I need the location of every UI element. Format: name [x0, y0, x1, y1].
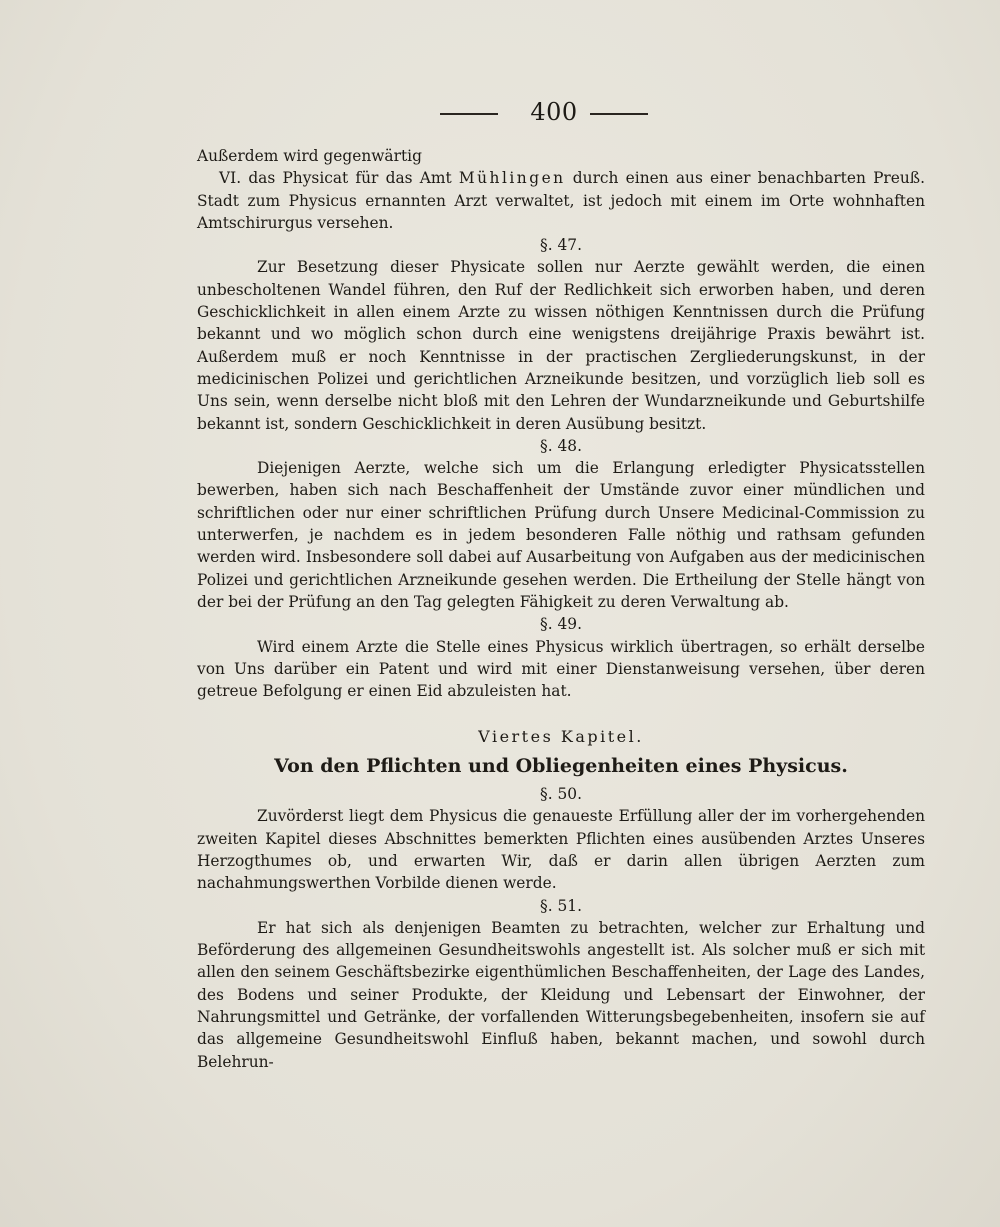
header-rule-right: [590, 113, 648, 115]
chapter-title: Von den Pflichten und Obliegenheiten eines Physicus.: [274, 754, 848, 777]
section-heading-51: §. 51.: [540, 896, 582, 915]
intro-item: [197, 167, 925, 234]
page-header: [440, 98, 650, 128]
section-heading-47: §. 47.: [540, 236, 582, 255]
intro-line: Außerdem wird gegenwärtig: [197, 147, 422, 165]
section-heading-50: §. 50.: [540, 785, 582, 804]
header-rule-left: [440, 113, 498, 115]
page-body: [197, 145, 925, 1073]
item-text-after: durch einen aus einer benachbarten Preuß. Stadt zum Physicus ernannten Arzt verwaltet, ist jedoch mit einem im Orte wohnhaften Amtschirurgus versehen.: [197, 169, 925, 232]
section-heading-49: §. 49.: [540, 615, 582, 634]
section-text-47: Zur Besetzung dieser Physicate sollen nur Aerzte gewählt werden, die einen unbescholtenen Wandel führen, den Ruf der Redlichkeit sich erworben haben, und deren Geschicklichkeit in allen einem Arzte zu wissen nöthigen Kenntnissen durch die Prüfung bekannt und wo möglich schon durch eine wenigstens dreijährige Praxis bewährt ist. Außerdem muß er noch Kenntnisse in der practischen Zergliederungskunst, in der medicinischen Polizei und gerichtlichen Arzneikunde besitzen, und vorzüglich lieb soll es Uns sein, wenn derselbe nicht bloß mit den Lehren der Wundarzneikunde und Geburtshilfe bekannt ist, sondern Geschicklichkeit in deren Ausübung besitzt.: [197, 258, 925, 433]
place-name: Mühlingen: [458, 169, 566, 188]
item-text-before: das Physicat für das Amt: [248, 169, 459, 188]
item-number: VI.: [219, 169, 242, 188]
section-text-50: Zuvörderst liegt dem Physicus die genaueste Erfüllung aller der im vorhergehenden zweiten Kapitel dieses Abschnittes bemerkten Pflichten eines ausübenden Arztes Unseres Herzogthumes ob, und erwarten Wir, daß er darin allen übrigen Aerzten zum nachahmungswerthen Vorbilde dienen werde.: [197, 807, 925, 893]
section-text-48: Diejenigen Aerzte, welche sich um die Erlangung erledigter Physicatsstellen bewerben, haben sich nach Beschaffenheit der Umstände zuvor einer mündlichen und schriftlichen oder nur einer schriftlichen Prüfung durch Unsere Medicinal-Commission zu unterwerfen, je nachdem es in jedem besonderen Falle nöthig und rathsam gefunden werden wird. Insbesondere soll dabei auf Ausarbeitung von Aufgaben aus der medicinischen Polizei und gerichtlichen Arzneikunde gesehen werden. Die Ertheilung der Stelle hängt von der bei der Prüfung an den Tag gelegten Fähigkeit zu deren Verwaltung ab.: [197, 459, 925, 611]
chapter-label: Viertes Kapitel.: [478, 727, 644, 747]
section-text-49: Wird einem Arzte die Stelle eines Physicus wirklich übertragen, so erhält derselbe von Uns darüber ein Patent und wird mit einer Dienstanweisung versehen, über deren getreue Befolgung er einen Eid abzuleisten hat.: [197, 637, 925, 701]
section-heading-48: §. 48.: [540, 436, 582, 455]
section-text-51: Er hat sich als denjenigen Beamten zu betrachten, welcher zur Erhaltung und Beförderung des allgemeinen Gesundheitswohls angestellt ist. Als solcher muß er sich mit allen den seinem Geschäftsbezirke eigenthümlichen Beschaffenheiten, der Lage des Landes, des Bodens und seiner Produkte, der Kleidung und Lebensart der Einwohner, der Nahrungsmittel und Getränke, der vorfallenden Witterungsbegebenheiten, insofern sie auf das allgemeine Gesundheitswohl Einfluß haben, bekannt machen, und sowohl durch Belehrun-: [197, 918, 925, 1071]
page-number: 400: [530, 98, 578, 126]
